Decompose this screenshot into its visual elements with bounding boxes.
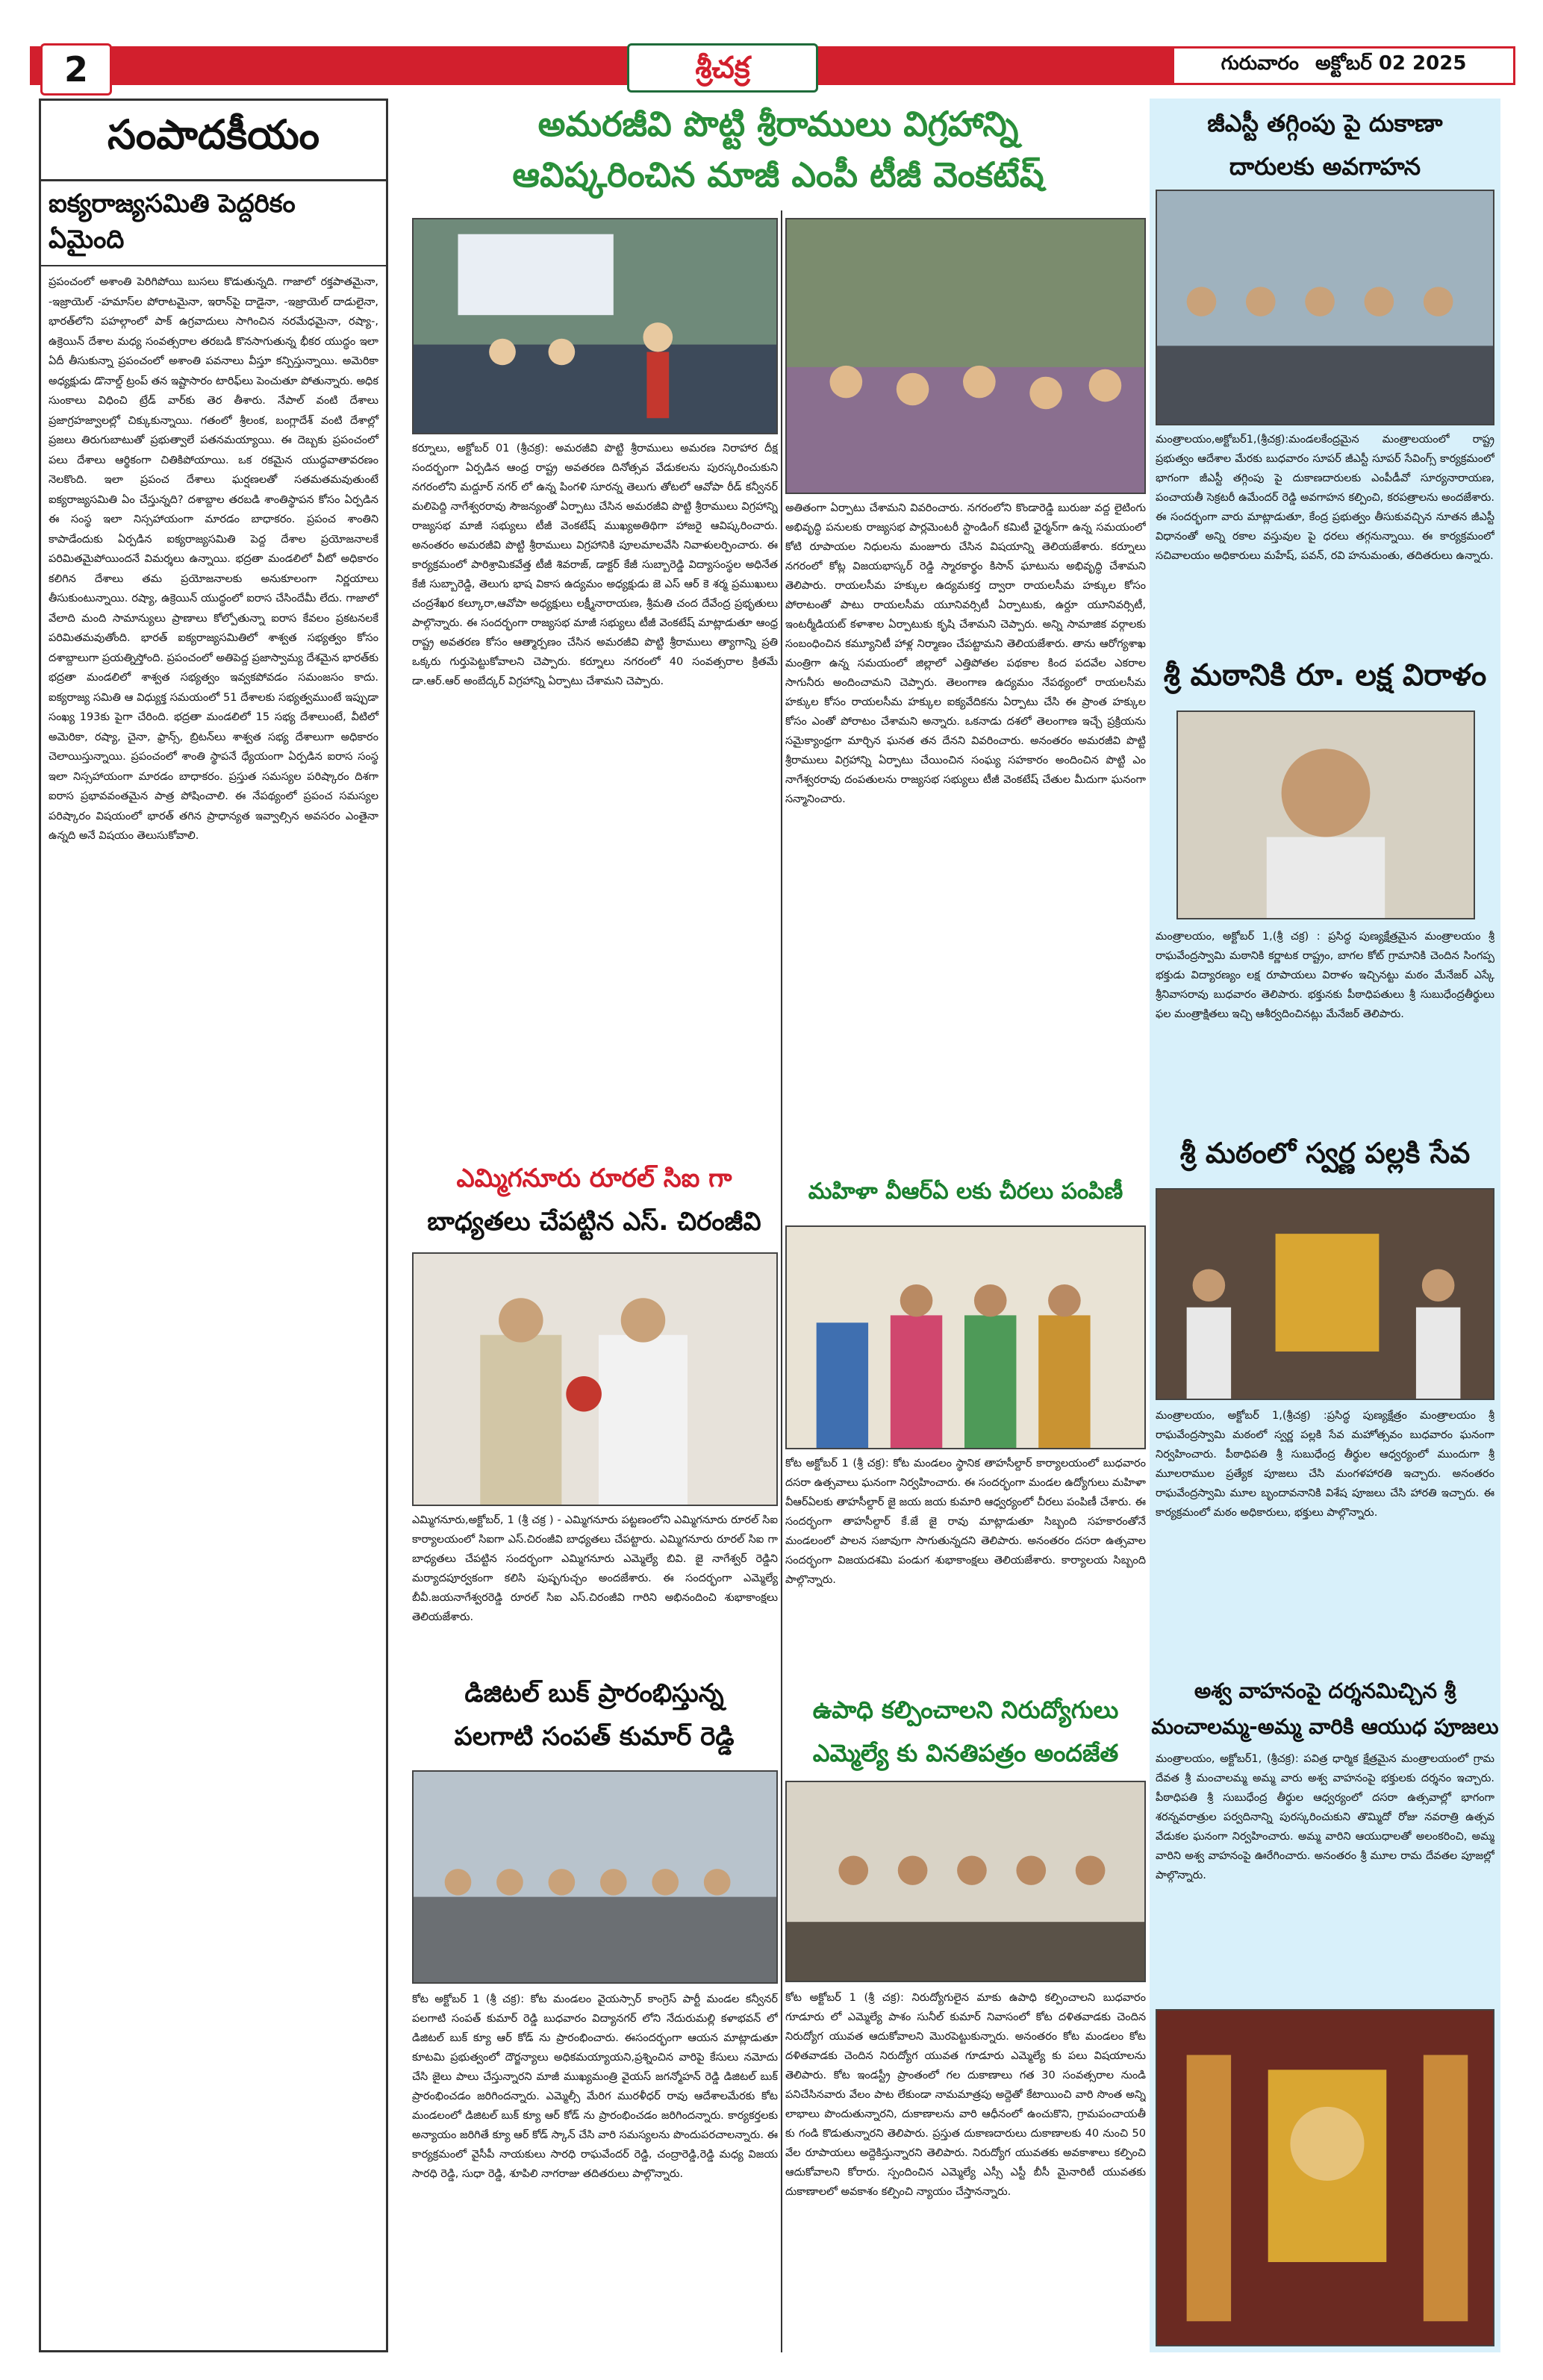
main-column [411,99,1146,2352]
editorial-column [39,99,388,2352]
jobs-body: కోట అక్టోబర్ 1 (శ్రీ చక్ర): నిరుద్యోగులైన మాకు ఉపాధి కల్పించాలని బుధవారం గూడూరు లో ఎమ్మెల్యే పాశం సునీల్ కుమార్ నివాసంలో కోట దళితవాడకు చెందిన నిరుద్యోగ యువత ఆదుకోవాలని మొరపెట్టుకున్నారు. అనంతరం కోట మండలం కోట దళితవాడకు చెందిన నిరుద్యోగ యువత గూడూరు ఎమ్మెల్యే కు పలు విషయాలను తెలిపారు. కోట ఇండస్ట్రీ ప్రాంతంలో గల దుకాణాలు గత 30 సంవత్సరాల నుండి పనిచేసినవారు వేలం పాట లేకుండా నామమాత్రపు అద్దెతో కేటాయించి వారి సొంత అన్ని లాభాలు పొందుతున్నారని, దుకాణాలను వారి ఆధీనంలో ఉంచుకొని, గ్రామపంచాయతీ కు గండి కొడుతున్నారని తెలిపారు. ప్రస్తుత దుకాణదారులు దుకాణాలకు 40 నుంచి 50 వేల రూపాయలు అద్దెకిస్తున్నారని తెలిపారు. నిరుద్యోగ యువతకు అవకాశాలు కల్పించి ఆదుకోవాలని కోరారు. స్పందించిన ఎమ్మెల్యే ఎస్సీ ఎస్టీ బీసీ మైనారిటీ యువతకు దుకాణాలలో అవకాశం కల్పించి న్యాయం చేస్తానన్నారు. [785,1992,1146,2198]
aswa-photo [1156,2009,1494,2346]
pallaki-headline: శ్రీ మఠంలో స్వర్ణ పల్లకి సేవ [1179,1137,1471,1169]
right-column [1150,99,1500,2352]
pallaki-body: మంత్రాలయం, అక్టోబర్ 1,(శ్రీచక్ర) :ప్రసిద్ధ పుణ్యక్షేత్రం మంత్రాలయం శ్రీ రాఘవేంద్రస్వామి మఠంలో స్వర్ణ పల్లకి సేవ మహోత్సవం బుధవారం ఘనంగా నిర్వహించారు. పీఠాధిపతి శ్రీ సుబుధేంద్ర తీర్థుల ఆధ్వర్యంలో ముందుగా శ్రీ మూలరాముల ప్రత్యేక పూజలు చేసి మంగళహారతి ఇచ్చారు. అనంతరం రాఘవేంద్రస్వామి మూల బృందావనానికి విశేష పూజలు చేసి హారతి ఇచ్చారు. ఈ కార్యక్రమంలో మఠం అధికారులు, భక్తులు పాల్గొన్నారు. [1156,1410,1494,1519]
mahila-headline: మహిళా వీఆర్ఏ లకు చీరలు పంపిణీ [808,1178,1123,1205]
mahila-photo [785,1225,1146,1449]
column-divider [781,210,782,2352]
digital-headline [411,1672,778,1758]
editorial-body: ప్రపంచంలో అశాంతి పెరిగిపోయి బుసలు కొడుతున్నది. గాజాలో రక్తపాతమైనా, -ఇజ్రాయెల్ -హమాస్‌ల పోరాటమైనా, ఇరాన్‌పై దాడైనా, -ఇజ్రాయెల్ దాడులైనా, భారత్‌లోని పహల్గాంలో పాక్ ఉగ్రవాదులు సాగించిన నరమేధమైనా, రష్యా-, ఉక్రెయిన్ దేశాల మధ్య సంవత్సరాల తరబడి కొనసాగుతున్న భీకర యుద్ధం ఇలా ఏదీ తీసుకున్నా ప్రపంచంలో అశాంతి పవనాలు వీస్తూ కన్పిస్తున్నాయి. అమెరికా అధ్యక్షుడు డొనాల్డ్ ట్రంప్ తన ఇష్టాసారం టారిఫ్‌లు పెంచుతూ పోతున్నారు. అధిక సుంకాలు విధించి ట్రేడ్ వార్‌కు తెర తీశారు. నేపాల్ వంటి దేశాలు ప్రజాగ్రహజ్వాలల్లో చిక్కుకున్నాయి. గతంలో శ్రీలంక, బంగ్లాదేశ్ వంటి దేశాల్లో ప్రజలు తిరుగుబాటుతో ప్రభుత్వాలే పతనమయ్యాయి. ఈ దెబ్బకు ప్రపంచంలో పలు దేశాలు ఆర్థికంగా చితికిపోయాయి. ఒక రకమైన యుద్ధవాతావరణం నెలకొంది. ఇలా ప్రపంచ దేశాలు ఘర్షణలతో సతమతమవుతుంటే ఐక్యరాజ్యసమితి ఏం చేస్తున్నది? దశాబ్దాల తరబడి శాంతిస్థాపన కోసం ఏర్పడిన ఈ సంస్థ ఇలా నిస్సహాయంగా మారడం బాధాకరం. ప్రపంచ శాంతిని కాపాడేందుకు ఏర్పడిన ఐక్యరాజ్యసమితి పెద్ద దేశాల ప్రయోజనాలకే పరిమితమైపోయిందనే విమర్శలు ఉన్నాయి. భద్రతా మండలిలో వీటో అధికారం కలిగిన దేశాలు తమ ప్రయోజనాలకు అనుకూలంగా నిర్ణయాలు తీసుకుంటున్నాయి. రష్యా, ఉక్రెయిన్ యుద్ధంలో ఐరాస చేసిందేమీ లేదు. గాజాలో వేలాది మంది సామాన్యులు ప్రాణాలు కోల్పోతున్నా ఐరాస కేవలం ప్రకటనలకే పరిమితమవుతోంది. భారత్ ఐక్యరాజ్యసమితిలో శాశ్వత సభ్యత్వం కోసం దశాబ్దాలుగా ప్రయత్నిస్తోంది. ప్రపంచంలో అతిపెద్ద ప్రజాస్వామ్య దేశమైన భారత్‌కు భద్రతా మండలిలో శాశ్వత సభ్యత్వం ఇవ్వకపోవడం సమంజసం కాదు. ఐక్యరాజ్య సమితి ఆ విధ్యుక్త సమయంలో 51 దేశాలకు సభ్యత్వముంటే ఇప్పుడా సంఖ్య 193కు పైగా చేరింది. భద్రతా మండలిలో 15 సభ్య దేశాలుంటే, వీటిలో అమెరికా, రష్యా, చైనా, ఫ్రాన్స్, బ్రిటన్‌లు శాశ్వత సభ్య దేశాలుగా అధికారం చెలాయిస్తున్నాయి. ప్రపంచంలో శాంతి స్థాపనే ధ్యేయంగా ఏర్పడిన ఐరాస సంస్థ ఇలా నిస్సహాయంగా మారడం బాధాకరం. ప్రస్తుత సమస్యల పరిష్కారం దిశగా ఐరాస ప్రభావవంతమైన పాత్ర పోషించాలి. ఈ నేపథ్యంలో ప్రపంచ సమస్యల పరిష్కారం విషయంలో భారత్ తగిన ప్రాధాన్యత ఇవ్వాల్సిన అవసరం ఎంతైనా ఉన్నది అనే విషయం తెలుసుకోవాలి. [49,276,378,842]
emmiganur-body: ఎమ్మిగనూరు,అక్టోబర్, 1 (శ్రీ చక్ర ) - ఎమ్మిగనూరు పట్టణంలోని ఎమ్మిగనూరు రూరల్ సిఐ కార్యాలయంలో సిఐగా ఎస్.చిరంజీవి బాధ్యతలు చేపట్టారు. ఎమ్మిగనూరు రూరల్ సిఐ గా బాధ్యతలు చేపట్టిన సందర్భంగా ఎమ్మిగనూరు ఎమ్మెల్యే బివి. జై నాగేశ్వర్ రెడ్డిని మర్యాదపూర్వకంగా కలిసి పుష్పగుచ్చం అందజేశారు. ఈ సందర్భంగా ఎమ్మెల్యే బీవీ.జయనాగేశ్వరరెడ్డి రూరల్ సిఐ ఎస్.చిరంజీవి గారిని అభినందించి శుభాకాంక్షలు తెలియజేశారు. [412,1514,778,1623]
main-headline-line1: అమరజీవి పొట్టి శ్రీరాములు విగ్రహాన్ని [537,104,1019,144]
jobs-headline-line2: ఎమ్మెల్యే కు వినతిపత్రం అందజేత [812,1739,1119,1767]
main-story-body-right: అతితంగా ఏర్పాటు చేశామని వివరించారు. నగరంలోని కొండారెడ్డి బురుజు వద్ద లైటింగు అభివృద్ధి పనులకు రాజ్యసభ పార్లమెంటరీ స్టాండింగ్ కమిటీ ఛైర్మన్‌గా ఉన్న సమయంలో కోటి రూపాయల నిధులను మంజూరు చేసిన విషయాన్ని తెలియజేశారు. కర్నూలు నగరంలో కోట్ల విజయభాస్కర్ రెడ్డి స్మారకార్థం కిసాన్ ఘాటును అభివృద్ధి చేశామని తెలిపారు. రాయలసీమ హక్కుల ఉద్యమకర్త ద్వారా రాయలసీమ హక్కుల కోసం పోరాటంతో పాటు రాయలసీమ యూనివర్సిటీ ఏర్పాటుకు, ఉర్దూ యూనివర్సిటీ, ఇంటర్మీడియట్ కళాశాల ఏర్పాటుకు కృషి చేశామని చెప్పారు. అన్ని సామాజిక వర్గాలకు సంబంధించిన కమ్యూనిటీ హాళ్ల నిర్మాణం చేపట్టామని తెలియజేశారు. తాను ఆరోగ్యశాఖ మంత్రిగా ఉన్న సమయంలో జిల్లాలో ఎత్తిపోతల పథకాల కింద పదవేల ఎకరాల సాగునీరు అందించామని చెప్పారు. తెలంగాణ ఉద్యమం నేపథ్యంలో రాయలసీమ హక్కుల కోసం రాయలసీమ హక్కుల ఐక్యవేదికను ఏర్పాటు చేసి ఈ ప్రాంత హక్కుల కోసం ఎంతో పోరాటం చేశామని అన్నారు. ఒకనాడు దశలో తెలంగాణ ఇచ్చే ప్రక్రియను సమైక్యాంధ్రగా మార్చిన ఘనత తన దేనని వివరించారు. అనంతరం అమరజీవి పొట్టి శ్రీరాములు విగ్రహాన్ని ఏర్పాటు చేయించిన సంఘ్య సహకారం అందించిన పొట్టి ఎం నాగేశ్వరరావు దంపతులను రాజ్యసభ సభ్యులు టీజీ వెంకటేష్ చేతుల మీదుగా ఘనంగా సన్మానించారు. [785,502,1146,805]
gst-body: మంత్రాలయం,అక్టోబర్1,(శ్రీచక్ర):మండలకేంద్రమైన మంత్రాలయంలో రాష్ట్ర ప్రభుత్వం ఆదేశాల మేరకు బుధవారం సూపర్ జీఎస్టీ సూపర్ సేవింగ్స్ కార్యక్రమంలో భాగంగా జీఎస్టీ తగ్గింపు పై దుకాణదారులకు ఎంపీడీవో సూర్యనారాయణ, పంచాయతీ సెక్రటరీ ఉమేందర్ రెడ్డి అవగాహన కల్పించి, కరపత్రాలను అందజేశారు. ఈ సందర్భంగా వారు మాట్లాడుతూ, కేంద్ర ప్రభుత్వం తీసుకువచ్చిన నూతన జీఎస్టీ విధానంతో అన్ని రకాల వస్తువుల పై ధరలు తగ్గనున్నాయి. ఈ కార్యక్రమంలో సచివాలయం అధికారులు మహేష్, పవన్, రవి హనుమంతు, తదితరులు ఉన్నారు. [1156,434,1494,562]
gst-headline-line2: దారులకు అవగాహన [1229,152,1421,181]
emmiganur-photo [412,1252,778,1506]
main-photo-stage [412,218,778,434]
digital-headline-line2: పలగాటి సంపత్ కుమార్ రెడ్డి [454,1722,735,1752]
main-headline-line2: ఆవిష్కరించిన మాజీ ఎంపీ టీజీ వెంకటేష్ [512,154,1044,195]
emmiganur-headline-line1: ఎమ్మిగనూరు రూరల్ సిఐ గా [456,1164,732,1193]
donation-headline: శ్రీ మఠానికి రూ. లక్ష విరాళం [1163,658,1487,693]
aswa-headline [1150,1673,1500,1745]
aswa-headline-line1: అశ్వ వాహనంపై దర్శనమిచ్చిన శ్రీ [1194,1678,1456,1703]
mahila-body: కోట అక్టోబర్ 1 (శ్రీ చక్ర): కోట మండలం స్థానిక తాహసీల్దార్ కార్యాలయంలో బుధవారం దసరా ఉత్సవాలు ఘనంగా నిర్వహించారు. ఈ సందర్భంగా మండల ఉద్యోగులు మహిళా వీఆర్ఏలకు తాహసీల్దార్ జై జయ జయ కుమారి ఆధ్వర్యంలో చీరలు పంపిణీ చేశారు. ఈ సందర్భంగా తాహసీల్దార్ కే.జే జై రావు మాట్లాడుతూ సిబ్బంది సహకారంతోనే మండలంలో పాలన సజావుగా సాగుతున్నదని తెలిపారు. అనంతరం దసరా ఉత్సవాల సందర్భంగా విజయదశమి పండుగ శుభాకాంక్షలు తెలియజేశారు. కార్యాలయ సిబ్బంది పాల్గొన్నారు. [785,1458,1146,1586]
emmiganur-headline [411,1157,778,1243]
digital-headline-line1: డిజిటల్ బుక్ ప్రారంభిస్తున్న [464,1678,724,1708]
main-headline [411,99,1146,200]
digital-body: కోట అక్టోబర్ 1 (శ్రీ చక్ర): కోట మండలం వైయస్సార్ కాంగ్రెస్ పార్టీ మండల కన్వీనర్ పలగాటి సంపత్ కుమార్ రెడ్డి బుధవారం విద్యానగర్ లోని నేదురుమల్లి కళాభవన్ లో డిజిటల్ బుక్ క్యూ ఆర్ కోడ్ ను ప్రారంభించారు. ఈసందర్భంగా ఆయన మాట్లాడుతూ కూటమి ప్రభుత్వంలో దౌర్జన్యాలు అధికమయ్యాయని,ప్రశ్నించిన వారిపై కేసులు నమోదు చేసి జైలు పాలు చేస్తున్నారని మాజీ ముఖ్యమంత్రి వైయస్ జగన్మోహన్ రెడ్డి డిజిటల్ బుక్ ప్రారంభించడం జరిగిందన్నారు. ఎమ్మెల్సీ మేరిగ మురళీధర్ రావు ఆదేశాలమేరకు కోట మండలంలో డిజిటల్ బుక్ క్యూ ఆర్ కోడ్ ను ప్రారంభించడం జరిగిందన్నారు. కార్యకర్తలకు అన్యాయం జరిగితే క్యూ ఆర్ కోడ్ స్కాన్ చేసి వారి సమస్యలను పొందుపరచాలన్నారు. ఈ కార్యక్రమంలో వైసీపీ నాయకులు సారధి రాఘవేందర్ రెడ్డి, చంద్రారెడ్డి,రెడ్డి మధ్య విజయ సారధి రెడ్డి, సుధా రెడ్డి, శూపిలి నాగరాజు తదితరులు పాల్గొన్నారు. [412,1993,778,2180]
gst-photo [1156,190,1494,425]
gst-headline-line1: జీఎస్టీ తగ్గింపు పై దుకాణా [1207,109,1443,137]
jobs-headline-line1: ఉపాధి కల్పించాలని నిరుద్యోగులు [812,1696,1119,1724]
donation-body: మంత్రాలయం, అక్టోబర్ 1,(శ్రీ చక్ర) : ప్రసిద్ధ పుణ్యక్షేత్రమైన మంత్రాలయం శ్రీ రాఘవేంద్రస్వామి మఠానికి కర్ణాటక రాష్ట్రం, బాగల కోట్ గ్రామానికి చెందిన సింగప్ప భక్తుడు విద్యారణ్యం లక్ష రూపాయలు విరాళం ఇచ్చినట్టు మఠం మేనేజర్ ఎస్కే శ్రీనివాసరావు బుధవారం తెలిపారు. భక్తునకు పీఠాధిపతులు శ్రీ సుబుధేంద్రతీర్థులు ఫల మంత్రాక్షితలు ఇచ్చి ఆశీర్వదించినట్లు మేనేజర్ తెలిపారు. [1156,931,1494,1020]
donation-photo [1176,710,1475,919]
main-story-body-left: కర్నూలు, అక్టోబర్ 01 (శ్రీచక్ర): అమరజీవి పొట్టి శ్రీరాములు అమరణ నిరాహార దీక్ష సందర్భంగా ఏర్పడిన ఆంధ్ర రాష్ట్ర అవతరణ దినోత్సవ వేడుకలను పురస్కరించుకుని నగరంలోని మద్దూర్ నగర్ లో ఉన్న పింగళి సూరన్న తెలుగు తోటలో ఆవోపా రీడ్ కన్వీనర్ మలిపెద్ది నాగేశ్వరరావు సౌజన్యంతో ఏర్పాటు చేసిన అమరజీవి పొట్టి శ్రీరాములు విగ్రహాన్ని రాజ్యసభ మాజీ సభ్యులు టీజీ వెంకటేష్ ముఖ్యఅతిథిగా హాజరై ఆవిష్కరించారు. అనంతరం అమరజీవి పొట్టి శ్రీరాములు విగ్రహానికి పూలమాలవేసి నివాళులర్పించారు. ఈ కార్యక్రమంలో పారిశ్రామికవేత్త టీజీ శివరాజ్, డాక్టర్ కేజీ సుబ్బారెడ్డి విద్యాసంస్థల అధినేత కేజీ సుబ్బారెడ్డి, తెలుగు భాష వికాస ఉద్యమం అధ్యక్షుడు జె ఎస్ ఆర్ కె శర్మ ప్రముఖులు చంద్రశేఖర కల్కూరా,ఆవోపా అధ్యక్షులు లక్ష్మీనారాయణ, శ్రీమతి చంద దేవేంద్ర ప్రభృతులు పాల్గొన్నారు. ఈ సందర్భంగా రాజ్యసభ మాజీ సభ్యులు టీజీ వెంకటేష్ మాట్లాడుతూ ఆంధ్ర రాష్ట్ర అవతరణ కోసం ఆత్మార్పణం చేసిన అమరజీవి పొట్టి శ్రీరాములు త్యాగాన్ని ప్రతి ఒక్కరు గుర్తుపెట్టుకోవాలని చెప్పారు. కర్నూలు నగరంలో 40 సంవత్సరాల క్రితమే డా.ఆర్.ఆర్ అంబేద్కర్ విగ్రహాన్ని ఏర్పాటు చేశామని చెప్పారు. [412,443,778,687]
masthead-logo: శ్రీచక్ర [627,43,818,93]
gst-headline [1150,101,1500,188]
day-label: గురువారం [1221,52,1299,75]
aswa-headline-line2: మంచాలమ్మ-అమ్మ వారికి ఆయుధ పూజలు [1151,1714,1499,1739]
digital-photo [412,1770,778,1984]
date-box [1172,46,1515,85]
pallaki-photo [1156,1188,1494,1400]
editorial-section-title: సంపాదకీయం [41,101,386,181]
main-photo-audience [785,218,1146,494]
date-label: అక్టోబర్ 02 2025 [1315,52,1467,75]
jobs-headline [785,1688,1146,1775]
emmiganur-headline-line2: బాధ్యతలు చేపట్టిన ఎస్. చిరంజీవి [427,1207,761,1237]
aswa-body: మంత్రాలయం, అక్టోబర్1, (శ్రీచక్ర): పవిత్ర ధార్మిక క్షేత్రమైన మంత్రాలయంలో గ్రామ దేవత శ్రీ మంచాలమ్మ అమ్మ వారు అశ్వ వాహనంపై భక్తులకు దర్శనం ఇచ్చారు. పీఠాధిపతి శ్రీ సుబుధేంద్ర తీర్థుల ఆధ్వర్యంలో దసరా ఉత్సవాల్లో భాగంగా శరన్నవరాత్రుల పర్వదినాన్ని పురస్కరించుకుని తొమ్మిదో రోజు నవరాత్రి ఉత్సవ వేడుకల ఘనంగా నిర్వహించారు. అమ్మ వారిని ఆయుధాలతో అలంకరించి, అమ్మ వారిని అశ్వ వాహనంపై ఊరేగించారు. అనంతరం శ్రీ మూల రామ దేవతల పూజల్లో పాల్గొన్నారు. [1156,1753,1494,1881]
page-number: 2 [40,43,112,96]
editorial-headline: ఐక్యరాజ్యసమితి పెద్దరికం ఏమైంది [41,181,386,266]
jobs-photo [785,1781,1146,1982]
